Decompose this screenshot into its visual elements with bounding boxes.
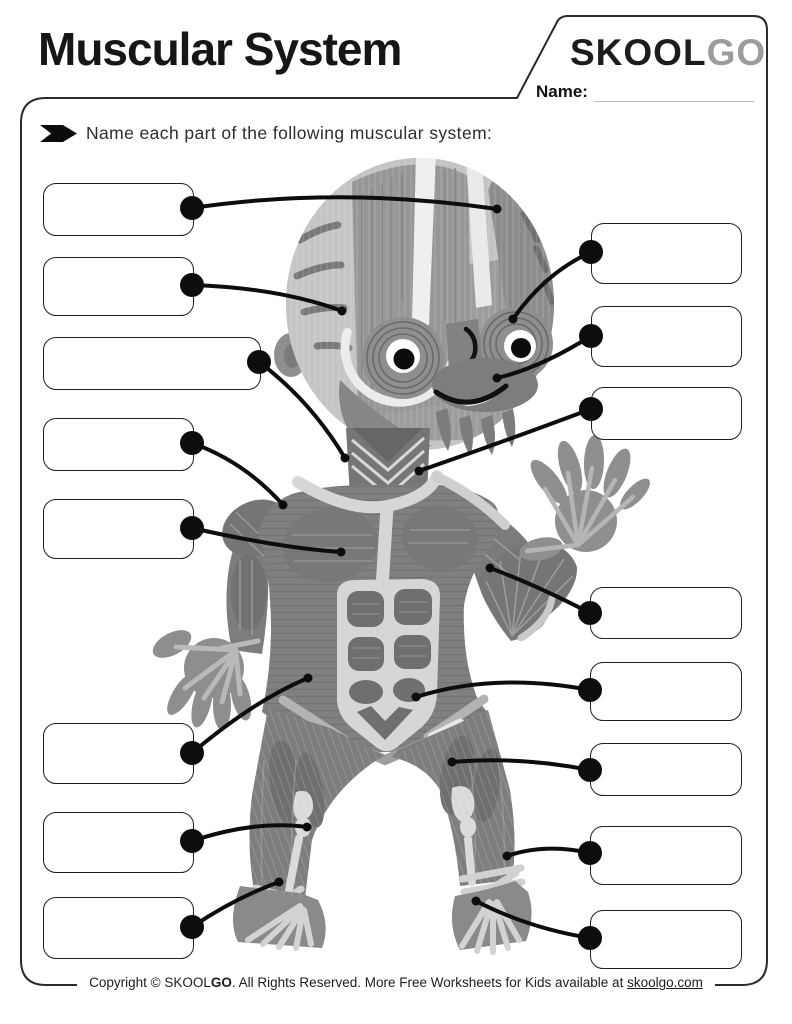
- answer-box-right-7[interactable]: [590, 826, 742, 885]
- answer-box-left-6[interactable]: [43, 723, 194, 784]
- answer-box-left-4[interactable]: [43, 418, 194, 471]
- footer-copyright-prefix: Copyright ©: [89, 975, 165, 990]
- answer-box-right-8[interactable]: [590, 910, 742, 969]
- answer-box-left-3[interactable]: [43, 337, 261, 390]
- footer: [0, 974, 792, 992]
- answer-box-right-2[interactable]: [591, 306, 742, 367]
- skoolgo-logo: [570, 32, 766, 74]
- answer-box-right-5[interactable]: [590, 662, 742, 721]
- page-title: Muscular System: [38, 23, 402, 75]
- name-field: [536, 82, 754, 102]
- answer-box-right-4[interactable]: [590, 587, 742, 639]
- left-eye: [362, 317, 444, 399]
- logo-skool: SKOOL: [570, 32, 707, 73]
- instruction-row: [40, 123, 492, 144]
- answer-box-left-5[interactable]: [43, 499, 194, 559]
- answer-box-right-6[interactable]: [590, 743, 742, 796]
- footer-middle-text: . All Rights Reserved. More Free Worksheets for Kids available at: [231, 975, 628, 990]
- footer-skoolgo-link[interactable]: skoolgo.com: [627, 975, 703, 990]
- logo-go: GO: [706, 32, 767, 73]
- footer-brand: SKOOL: [164, 975, 211, 990]
- arrow-right-icon: [40, 125, 77, 142]
- instruction-text: Name each part of the following muscular system:: [86, 123, 493, 143]
- name-input-line[interactable]: [594, 85, 754, 102]
- answer-box-right-3[interactable]: [591, 387, 742, 440]
- name-label: Name:: [536, 82, 588, 101]
- answer-box-left-2[interactable]: [43, 257, 194, 316]
- answer-box-left-8[interactable]: [43, 897, 194, 959]
- answer-box-right-1[interactable]: [591, 223, 742, 284]
- answer-box-left-7[interactable]: [43, 812, 194, 873]
- answer-box-left-1[interactable]: [43, 183, 194, 236]
- footer-brand-bold: GO: [210, 975, 232, 990]
